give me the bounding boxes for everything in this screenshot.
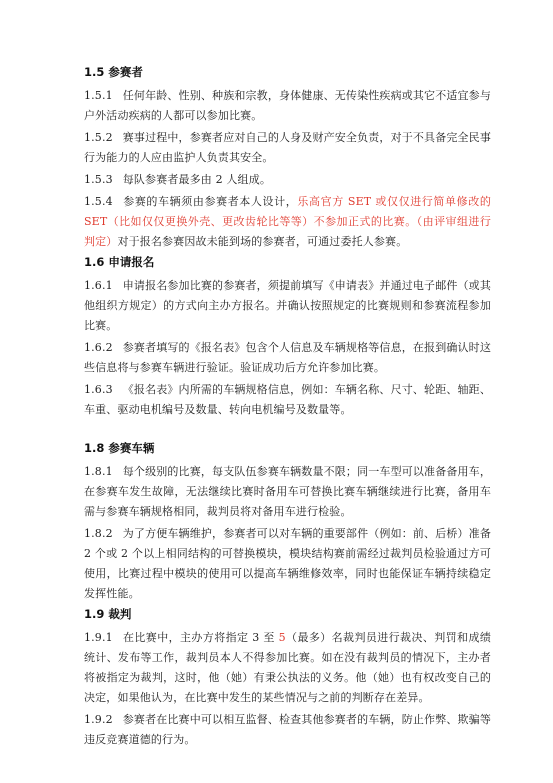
clause-1-5-1 — [84, 86, 491, 126]
clause-1-6-3 — [84, 380, 491, 420]
clause-text: 参赛的车辆须由参赛者本人设计， — [122, 195, 298, 208]
clause-1-8-1 — [84, 462, 491, 522]
clause-1-5-3 — [84, 170, 491, 190]
clause-number: 1.5.2 — [84, 131, 113, 144]
section-heading-1-9: 1.9 裁判 — [84, 607, 132, 621]
section-heading-1-5: 1.5 参赛者 — [84, 65, 143, 79]
clause-text: 参赛者填写的《报名表》包含个人信息及车辆规格等信息，在报到确认时这些信息将与参赛车辆进行验证。验证成功后方允许参加比赛。 — [84, 341, 491, 374]
clause-number: 1.5.3 — [84, 173, 113, 186]
clause-text: 每个级别的比赛，每支队伍参赛车辆数量不限；同一车型可以准备备用车，在参赛车发生故障，无法继续比赛时备用车可替换比赛车辆继续进行比赛，备用车需与参赛车辆规格相同，裁判员将对备用车进行检验。 — [84, 465, 491, 518]
clause-1-8-2 — [84, 524, 491, 604]
clause-text: 每队参赛者最多由 2 人组成。 — [122, 173, 271, 186]
clause-text: 参赛者在比赛中可以相互监督、检查其他参赛者的车辆，防止作弊、欺骗等违反竞赛道德的行为。 — [84, 713, 491, 746]
clause-1-9-1 — [84, 628, 491, 708]
section-gap — [84, 422, 491, 440]
clause-number: 1.5.1 — [84, 89, 113, 102]
clause-text: 为了方便车辆维护，参赛者可以对车辆的重要部件（例如：前、后桥）准备 2 个或 2 个以上相同结构的可替换模块，模块结构赛前需经过裁判员检验通过方可使用，比赛过程中模块的使用可以提高车辆维修效率，同时也能保证车辆持续稳定发挥性能。 — [84, 527, 491, 600]
clause-number: 1.6.2 — [84, 341, 113, 354]
clause-text: 赛事过程中，参赛者应对自己的人身及财产安全负责，对于不具备完全民事行为能力的人应由监护人负责其安全。 — [84, 131, 491, 164]
clause-number: 1.8.2 — [84, 527, 113, 540]
clause-text: 任何年龄、性别、种族和宗教，身体健康、无传染性疾病或其它不适宜参与户外活动疾病的人都可以参加比赛。 — [84, 89, 491, 122]
clause-number: 1.8.1 — [84, 465, 113, 478]
highlighted-text: 乐高官方 SET 或仅仅进行简单修改的 SET（比如仅仅更换外壳、更改齿轮比等等）不参加正式的比赛。（由评审组进行判定） — [84, 195, 491, 248]
clause-1-5-2 — [84, 128, 491, 168]
clause-number: 1.5.4 — [84, 195, 113, 208]
section-heading-1-8: 1.8 参赛车辆 — [84, 441, 155, 455]
highlighted-text: 5 — [278, 631, 286, 644]
clause-text: 《报名表》内所需的车辆规格信息，例如：车辆名称、尺寸、轮距、轴距、车重、驱动电机编号及数量、转向电机编号及数量等。 — [84, 383, 491, 416]
clause-number: 1.6.3 — [84, 383, 113, 396]
clause-1-5-4 — [84, 192, 491, 252]
clause-1-9-2 — [84, 710, 491, 750]
clause-1-6-2 — [84, 338, 491, 378]
clause-text: 在比赛中，主办方将指定 3 至 — [122, 631, 279, 644]
clause-text: 对于报名参赛因故未能到场的参赛者，可通过委托人参赛。 — [117, 235, 408, 248]
clause-number: 1.9.2 — [84, 713, 113, 726]
clause-number: 1.9.1 — [84, 631, 113, 644]
section-heading-1-6: 1.6 申请报名 — [84, 255, 155, 269]
clause-number: 1.6.1 — [84, 279, 113, 292]
clause-1-6-1 — [84, 276, 491, 336]
clause-text: 申请报名参加比赛的参赛者，须提前填写《申请表》并通过电子邮件（或其他组织方规定）的方式向主办方报名。并确认按照规定的比赛规则和参赛流程参加比赛。 — [84, 279, 491, 332]
clause-text: （最多）名裁判员进行裁决、判罚和成绩统计、发布等工作，裁判员本人不得参加比赛。如在没有裁判员的情况下，主办者将被指定为裁判，这时，他（她）有秉公执法的义务。他（她）也有权改变自己的决定，如果他认为，在比赛中发生的某些情况与之前的判断存在差异。 — [84, 631, 491, 704]
